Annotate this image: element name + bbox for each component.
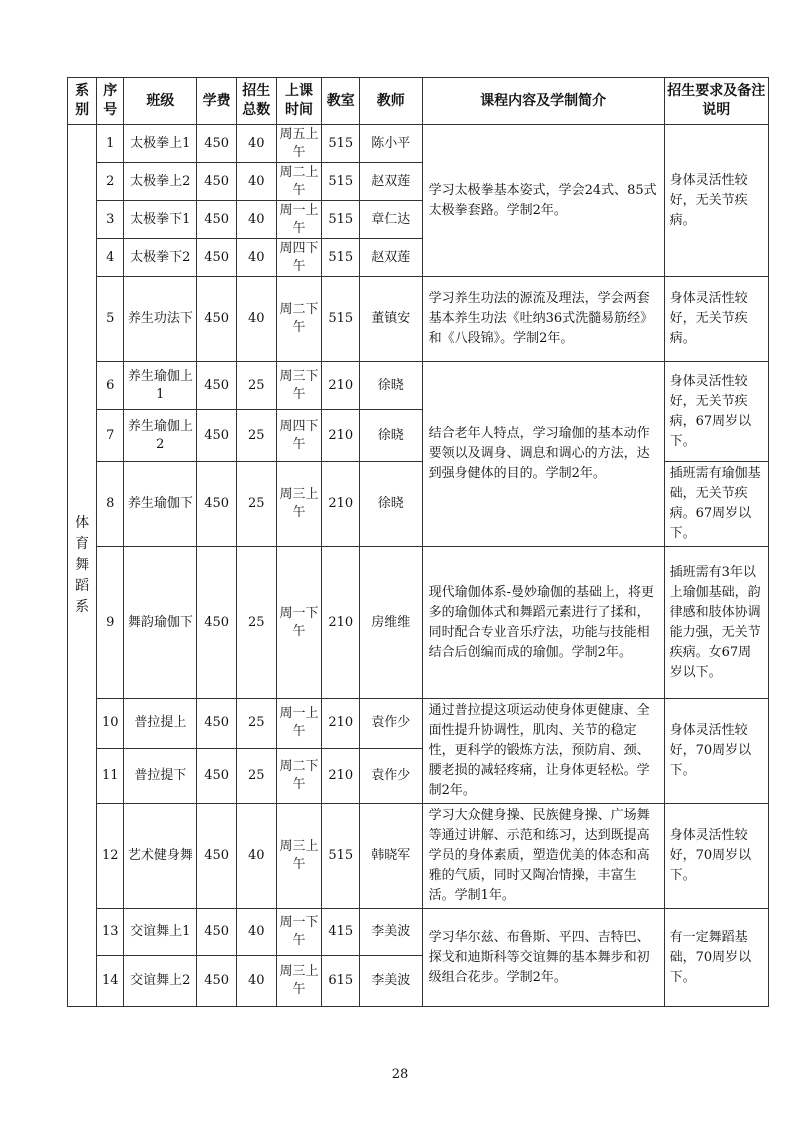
row-class: 交谊舞上1	[124, 909, 197, 956]
row-time: 周五上午	[276, 125, 322, 163]
row-room: 210	[322, 462, 360, 547]
table-row	[68, 462, 769, 547]
row-teacher: 房维维	[360, 547, 423, 699]
row-room: 515	[322, 125, 360, 163]
header-requirement: 招生要求及备注说明	[664, 78, 768, 125]
header-teacher: 教师	[360, 78, 423, 125]
row-teacher: 章仁达	[360, 201, 423, 239]
requirement-ballroom: 有一定舞蹈基础，70周岁以下。	[664, 909, 768, 1007]
row-time: 周二上午	[276, 163, 322, 201]
row-class: 普拉提下	[124, 748, 197, 803]
row-room: 515	[322, 239, 360, 277]
row-time: 周一上午	[276, 201, 322, 239]
row-class: 艺术健身舞	[124, 804, 197, 909]
table-row	[68, 547, 769, 699]
row-fee: 450	[197, 239, 237, 277]
requirement-fitness: 身体灵活性较好，70周岁以下。	[664, 804, 768, 909]
row-no: 11	[97, 748, 124, 803]
row-no: 8	[97, 462, 124, 547]
row-teacher: 李美波	[360, 956, 423, 1007]
requirement-yangsheng: 身体灵活性较好，无关节疾病。	[664, 277, 768, 362]
row-room: 210	[322, 699, 360, 749]
header-room: 教室	[322, 78, 360, 125]
header-quota: 招生总数	[236, 78, 276, 125]
row-room: 615	[322, 956, 360, 1007]
row-quota: 40	[236, 956, 276, 1007]
row-quota: 40	[236, 163, 276, 201]
row-class: 太极拳上1	[124, 125, 197, 163]
row-teacher: 徐晓	[360, 362, 423, 410]
header-content: 课程内容及学制简介	[422, 78, 664, 125]
row-no: 6	[97, 362, 124, 410]
page-number: 28	[391, 1067, 409, 1082]
row-time: 周四下午	[276, 410, 322, 462]
row-fee: 450	[197, 699, 237, 749]
content-dance-yoga: 现代瑜伽体系-曼妙瑜伽的基础上，将更多的瑜伽体式和舞蹈元素进行了揉和，同时配合专业音乐疗法，功能与技能相结合后创编而成的瑜伽。学制2年。	[422, 547, 664, 699]
row-quota: 40	[236, 125, 276, 163]
table-row	[68, 362, 769, 410]
row-fee: 450	[197, 277, 237, 362]
department-name: 体育舞蹈系	[75, 515, 90, 615]
row-class: 舞韵瑜伽下	[124, 547, 197, 699]
row-fee: 450	[197, 125, 237, 163]
content-taiji: 学习太极拳基本姿式，学会24式、85式太极拳套路。学制2年。	[422, 125, 664, 277]
row-fee: 450	[197, 410, 237, 462]
row-no: 2	[97, 163, 124, 201]
row-class: 交谊舞上2	[124, 956, 197, 1007]
row-fee: 450	[197, 163, 237, 201]
row-fee: 450	[197, 462, 237, 547]
course-table	[67, 77, 769, 1007]
row-class: 普拉提上	[124, 699, 197, 749]
row-room: 515	[322, 201, 360, 239]
content-yangsheng: 学习养生功法的源流及理法，学会两套基本养生功法《吐纳36式洗髓易筋经》和《八段锦》。学制2年。	[422, 277, 664, 362]
row-class: 养生瑜伽上1	[124, 362, 197, 410]
row-no: 13	[97, 909, 124, 956]
row-room: 210	[322, 410, 360, 462]
row-quota: 40	[236, 201, 276, 239]
row-no: 7	[97, 410, 124, 462]
row-class: 养生瑜伽上2	[124, 410, 197, 462]
row-teacher: 赵双莲	[360, 239, 423, 277]
header-dept: 系别	[68, 78, 97, 125]
content-pilates: 通过普拉提这项运动使身体更健康、全面性提升协调性，肌肉、关节的稳定性，更科学的锻炼方法，预防肩、颈、腰老损的减轻疼痛，让身体更轻松。学制2年。	[422, 699, 664, 804]
row-teacher: 徐晓	[360, 410, 423, 462]
row-teacher: 董镇安	[360, 277, 423, 362]
row-room: 210	[322, 547, 360, 699]
content-ballroom: 学习华尔兹、布鲁斯、平四、吉特巴、探戈和迪斯科等交谊舞的基本舞步和初级组合花步。学制2年。	[422, 909, 664, 1007]
row-no: 14	[97, 956, 124, 1007]
header-time: 上课时间	[276, 78, 322, 125]
row-room: 515	[322, 163, 360, 201]
row-time: 周三上午	[276, 956, 322, 1007]
row-class: 太极拳下1	[124, 201, 197, 239]
row-class: 太极拳上2	[124, 163, 197, 201]
department-cell	[68, 125, 97, 1007]
header-fee: 学费	[197, 78, 237, 125]
row-time: 周三上午	[276, 462, 322, 547]
row-no: 9	[97, 547, 124, 699]
row-time: 周一下午	[276, 547, 322, 699]
row-time: 周二下午	[276, 277, 322, 362]
row-quota: 25	[236, 362, 276, 410]
row-time: 周二下午	[276, 748, 322, 803]
requirement-yoga-up: 身体灵活性较好，无关节疾病，67周岁以下。	[664, 362, 768, 462]
row-teacher: 陈小平	[360, 125, 423, 163]
table-row	[68, 804, 769, 909]
row-quota: 25	[236, 748, 276, 803]
row-fee: 450	[197, 956, 237, 1007]
row-class: 养生瑜伽下	[124, 462, 197, 547]
row-time: 周三上午	[276, 804, 322, 909]
requirement-pilates: 身体灵活性较好，70周岁以下。	[664, 699, 768, 804]
row-no: 3	[97, 201, 124, 239]
row-quota: 40	[236, 239, 276, 277]
header-class: 班级	[124, 78, 197, 125]
row-teacher: 赵双莲	[360, 163, 423, 201]
row-fee: 450	[197, 909, 237, 956]
row-no: 12	[97, 804, 124, 909]
row-quota: 40	[236, 277, 276, 362]
row-time: 周一上午	[276, 699, 322, 749]
row-quota: 25	[236, 462, 276, 547]
requirement-dance-yoga: 插班需有3年以上瑜伽基础，韵律感和肢体协调能力强，无关节疾病。女67周岁以下。	[664, 547, 768, 699]
row-quota: 25	[236, 547, 276, 699]
row-class: 养生功法下	[124, 277, 197, 362]
row-fee: 450	[197, 362, 237, 410]
row-teacher: 袁作少	[360, 699, 423, 749]
row-time: 周三下午	[276, 362, 322, 410]
row-time: 周四下午	[276, 239, 322, 277]
row-teacher: 袁作少	[360, 748, 423, 803]
row-teacher: 徐晓	[360, 462, 423, 547]
row-quota: 25	[236, 699, 276, 749]
table-row	[68, 699, 769, 749]
row-no: 4	[97, 239, 124, 277]
content-fitness: 学习大众健身操、民族健身操、广场舞等通过讲解、示范和练习，达到既提高学员的身体素质，塑造优美的体态和高雅的气质，同时又陶冶情操，丰富生活。学制1年。	[422, 804, 664, 909]
table-row	[68, 277, 769, 362]
row-fee: 450	[197, 547, 237, 699]
row-class: 太极拳下2	[124, 239, 197, 277]
row-quota: 40	[236, 804, 276, 909]
row-quota: 25	[236, 410, 276, 462]
header-no: 序号	[97, 78, 124, 125]
row-fee: 450	[197, 748, 237, 803]
row-time: 周一下午	[276, 909, 322, 956]
row-room: 515	[322, 277, 360, 362]
row-room: 515	[322, 804, 360, 909]
requirement-yoga-down: 插班需有瑜伽基础，无关节疾病。67周岁以下。	[664, 462, 768, 547]
row-no: 10	[97, 699, 124, 749]
row-teacher: 韩晓军	[360, 804, 423, 909]
row-teacher: 李美波	[360, 909, 423, 956]
content-yoga: 结合老年人特点，学习瑜伽的基本动作要领以及调身、调息和调心的方法，达到强身健体的目的。学制2年。	[422, 362, 664, 547]
row-room: 210	[322, 362, 360, 410]
row-fee: 450	[197, 804, 237, 909]
row-no: 5	[97, 277, 124, 362]
table-row	[68, 125, 769, 163]
requirement-taiji: 身体灵活性较好，无关节疾病。	[664, 125, 768, 277]
row-fee: 450	[197, 201, 237, 239]
header-row	[68, 78, 769, 125]
row-room: 415	[322, 909, 360, 956]
row-no: 1	[97, 125, 124, 163]
table-row	[68, 909, 769, 956]
row-quota: 40	[236, 909, 276, 956]
row-room: 210	[322, 748, 360, 803]
